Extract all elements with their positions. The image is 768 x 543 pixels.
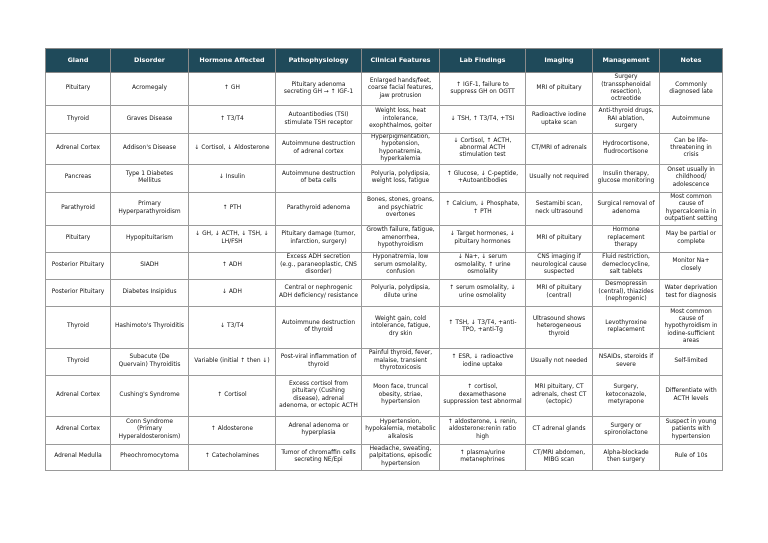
cell-management: Insulin therapy, glucose monitoring (593, 164, 660, 192)
cell-management: Levothyroxine replacement (593, 306, 660, 348)
cell-hormone: Variable (initial ↑ then ↓) (189, 348, 276, 375)
cell-lab-findings: ↑ ESR, ↓ radioactive iodine uptake (440, 348, 526, 375)
cell-management: Surgery or spironolactone (593, 416, 660, 444)
cell-imaging: CNS imaging if neurological cause suspected (526, 252, 593, 279)
cell-notes: Commonly diagnosed late (660, 73, 723, 106)
cell-clinical-features: Bones, stones, groans, and psychiatric overtones (362, 192, 440, 225)
cell-hormone: ↓ Cortisol, ↓ Aldosterone (189, 134, 276, 165)
cell-lab-findings: ↑ TSH, ↓ T3/T4, +anti-TPO, +anti-Tg (440, 306, 526, 348)
cell-management: Surgical removal of adenoma (593, 192, 660, 225)
cell-disorder: Addison's Disease (111, 134, 189, 165)
cell-notes: Suspect in young patients with hypertension (660, 416, 723, 444)
cell-management: Hydrocortisone, fludrocortisone (593, 134, 660, 165)
cell-gland: Adrenal Cortex (46, 416, 111, 444)
table-row (46, 252, 723, 279)
table-row (46, 348, 723, 375)
cell-disorder: Conn Syndrome (Primary Hyperaldosteronism) (111, 416, 189, 444)
cell-management: Surgery, ketoconazole, metyrapone (593, 375, 660, 416)
cell-notes: Onset usually in childhood/ adolescence (660, 164, 723, 192)
cell-pathophysiology: Post-viral inflammation of thyroid (276, 348, 362, 375)
table-row (46, 279, 723, 306)
cell-gland: Thyroid (46, 106, 111, 134)
cell-disorder: SIADH (111, 252, 189, 279)
cell-imaging: Radioactive iodine uptake scan (526, 106, 593, 134)
cell-disorder: Acromegaly (111, 73, 189, 106)
cell-disorder: Type 1 Diabetes Mellitus (111, 164, 189, 192)
cell-disorder: Cushing's Syndrome (111, 375, 189, 416)
table-row (46, 306, 723, 348)
document-page (45, 48, 722, 471)
table-body (46, 73, 723, 471)
cell-clinical-features: Painful thyroid, fever, malaise, transient thyrotoxicosis (362, 348, 440, 375)
cell-lab-findings: ↑ plasma/urine metanephrines (440, 444, 526, 470)
cell-lab-findings: ↑ aldosterone, ↓ renin, aldosterone:renin ratio high (440, 416, 526, 444)
cell-notes: Differentiate with ACTH levels (660, 375, 723, 416)
table-row (46, 225, 723, 252)
cell-management: Surgery (transsphenoidal resection), octreotide (593, 73, 660, 106)
cell-clinical-features: Polyuria, polydipsia, weight loss, fatigue (362, 164, 440, 192)
cell-pathophysiology: Tumor of chromaffin cells secreting NE/Epi (276, 444, 362, 470)
cell-lab-findings: ↑ IGF-1, failure to suppress GH on OGTT (440, 73, 526, 106)
cell-gland: Adrenal Cortex (46, 375, 111, 416)
table-row (46, 164, 723, 192)
cell-notes: Autoimmune (660, 106, 723, 134)
cell-hormone: ↑ GH (189, 73, 276, 106)
cell-notes: Self-limited (660, 348, 723, 375)
cell-gland: Pituitary (46, 73, 111, 106)
cell-clinical-features: Hypertension, hypokalemia, metabolic alkalosis (362, 416, 440, 444)
table-row (46, 375, 723, 416)
table-row (46, 192, 723, 225)
cell-disorder: Hypopituitarism (111, 225, 189, 252)
cell-notes: Monitor Na+ closely (660, 252, 723, 279)
cell-management: Alpha-blockade then surgery (593, 444, 660, 470)
cell-pathophysiology: Excess cortisol from pituitary (Cushing disease), adrenal adenoma, or ectopic ACTH (276, 375, 362, 416)
cell-gland: Adrenal Medulla (46, 444, 111, 470)
table-row (46, 444, 723, 470)
header-notes: Notes (660, 49, 723, 73)
table-header-row (46, 49, 723, 73)
cell-pathophysiology: Central or nephrogenic ADH deficiency/ resistance (276, 279, 362, 306)
endocrine-disorders-table (45, 48, 723, 471)
cell-imaging: CT/MRI abdomen, MIBG scan (526, 444, 593, 470)
cell-disorder: Diabetes Insipidus (111, 279, 189, 306)
cell-pathophysiology: Pituitary adenoma secreting GH → ↑ IGF-1 (276, 73, 362, 106)
cell-disorder: Hashimoto's Thyroiditis (111, 306, 189, 348)
table-row (46, 73, 723, 106)
header-hormone-affected: Hormone Affected (189, 49, 276, 73)
cell-lab-findings: ↓ Cortisol, ↑ ACTH, abnormal ACTH stimulation test (440, 134, 526, 165)
cell-hormone: ↑ T3/T4 (189, 106, 276, 134)
cell-notes: Water deprivation test for diagnosis (660, 279, 723, 306)
cell-clinical-features: Moon face, truncal obesity, striae, hypertension (362, 375, 440, 416)
cell-imaging: CT adrenal glands (526, 416, 593, 444)
cell-gland: Parathyroid (46, 192, 111, 225)
cell-gland: Pituitary (46, 225, 111, 252)
table-row (46, 134, 723, 165)
cell-imaging: MRI of pituitary (526, 73, 593, 106)
cell-clinical-features: Hyponatremia, low serum osmolality, confusion (362, 252, 440, 279)
cell-hormone: ↓ Insulin (189, 164, 276, 192)
cell-pathophysiology: Adrenal adenoma or hyperplasia (276, 416, 362, 444)
cell-notes: Most common cause of hypercalcemia in outpatient setting (660, 192, 723, 225)
header-disorder: Disorder (111, 49, 189, 73)
cell-notes: Rule of 10s (660, 444, 723, 470)
cell-imaging: MRI of pituitary (526, 225, 593, 252)
cell-notes: Can be life-threatening in crisis (660, 134, 723, 165)
header-pathophysiology: Pathophysiology (276, 49, 362, 73)
cell-pathophysiology: Autoimmune destruction of thyroid (276, 306, 362, 348)
cell-notes: Most common cause of hypothyroidism in iodine-sufficient areas (660, 306, 723, 348)
cell-clinical-features: Enlarged hands/feet, coarse facial features, jaw protrusion (362, 73, 440, 106)
cell-gland: Thyroid (46, 306, 111, 348)
cell-hormone: ↓ T3/T4 (189, 306, 276, 348)
header-lab-findings: Lab Findings (440, 49, 526, 73)
cell-lab-findings: ↓ Na+, ↓ serum osmolality, ↑ urine osmolality (440, 252, 526, 279)
header-clinical-features: Clinical Features (362, 49, 440, 73)
cell-hormone: ↑ Catecholamines (189, 444, 276, 470)
cell-disorder: Pheochromocytoma (111, 444, 189, 470)
cell-gland: Adrenal Cortex (46, 134, 111, 165)
cell-imaging: Usually not required (526, 164, 593, 192)
cell-lab-findings: ↑ Calcium, ↓ Phosphate, ↑ PTH (440, 192, 526, 225)
cell-pathophysiology: Pituitary damage (tumor, infarction, surgery) (276, 225, 362, 252)
cell-hormone: ↑ ADH (189, 252, 276, 279)
cell-lab-findings: ↓ TSH, ↑ T3/T4, +TSI (440, 106, 526, 134)
cell-imaging: Ultrasound shows heterogeneous thyroid (526, 306, 593, 348)
cell-imaging: CT/MRI of adrenals (526, 134, 593, 165)
cell-gland: Thyroid (46, 348, 111, 375)
cell-hormone: ↓ GH, ↓ ACTH, ↓ TSH, ↓ LH/FSH (189, 225, 276, 252)
cell-lab-findings: ↓ Target hormones, ↓ pituitary hormones (440, 225, 526, 252)
cell-disorder: Primary Hyperparathyroidism (111, 192, 189, 225)
header-imaging: Imaging (526, 49, 593, 73)
cell-disorder: Subacute (De Quervain) Thyroiditis (111, 348, 189, 375)
cell-hormone: ↑ PTH (189, 192, 276, 225)
cell-hormone: ↑ Aldosterone (189, 416, 276, 444)
cell-management: NSAIDs, steroids if severe (593, 348, 660, 375)
cell-clinical-features: Hyperpigmentation, hypotension, hyponatremia, hyperkalemia (362, 134, 440, 165)
table-row (46, 106, 723, 134)
cell-clinical-features: Polyuria, polydipsia, dilute urine (362, 279, 440, 306)
cell-gland: Posterior Pituitary (46, 279, 111, 306)
cell-pathophysiology: Autoimmune destruction of beta cells (276, 164, 362, 192)
cell-imaging: Sestamibi scan, neck ultrasound (526, 192, 593, 225)
cell-clinical-features: Weight loss, heat intolerance, exophthalmos, goiter (362, 106, 440, 134)
cell-lab-findings: ↑ serum osmolality, ↓ urine osmolality (440, 279, 526, 306)
cell-imaging: MRI pituitary, CT adrenals, chest CT (ectopic) (526, 375, 593, 416)
cell-clinical-features: Weight gain, cold intolerance, fatigue, dry skin (362, 306, 440, 348)
cell-disorder: Graves Disease (111, 106, 189, 134)
header-management: Management (593, 49, 660, 73)
cell-management: Anti-thyroid drugs, RAI ablation, surgery (593, 106, 660, 134)
cell-management: Hormone replacement therapy (593, 225, 660, 252)
cell-clinical-features: Growth failure, fatigue, amenorrhea, hypothyroidism (362, 225, 440, 252)
cell-lab-findings: ↑ cortisol, dexamethasone suppression test abnormal (440, 375, 526, 416)
cell-imaging: Usually not needed (526, 348, 593, 375)
cell-pathophysiology: Autoimmune destruction of adrenal cortex (276, 134, 362, 165)
cell-pathophysiology: Parathyroid adenoma (276, 192, 362, 225)
cell-imaging: MRI of pituitary (central) (526, 279, 593, 306)
cell-lab-findings: ↑ Glucose, ↓ C-peptide, +Autoantibodies (440, 164, 526, 192)
cell-clinical-features: Headache, sweating, palpitations, episodic hypertension (362, 444, 440, 470)
cell-hormone: ↓ ADH (189, 279, 276, 306)
cell-notes: May be partial or complete (660, 225, 723, 252)
cell-gland: Pancreas (46, 164, 111, 192)
cell-management: Fluid restriction, demeclocycline, salt tablets (593, 252, 660, 279)
cell-pathophysiology: Excess ADH secretion (e.g., paraneoplastic, CNS disorder) (276, 252, 362, 279)
cell-pathophysiology: Autoantibodies (TSI) stimulate TSH receptor (276, 106, 362, 134)
header-gland: Gland (46, 49, 111, 73)
cell-management: Desmopressin (central), thiazides (nephrogenic) (593, 279, 660, 306)
cell-hormone: ↑ Cortisol (189, 375, 276, 416)
table-row (46, 416, 723, 444)
cell-gland: Posterior Pituitary (46, 252, 111, 279)
